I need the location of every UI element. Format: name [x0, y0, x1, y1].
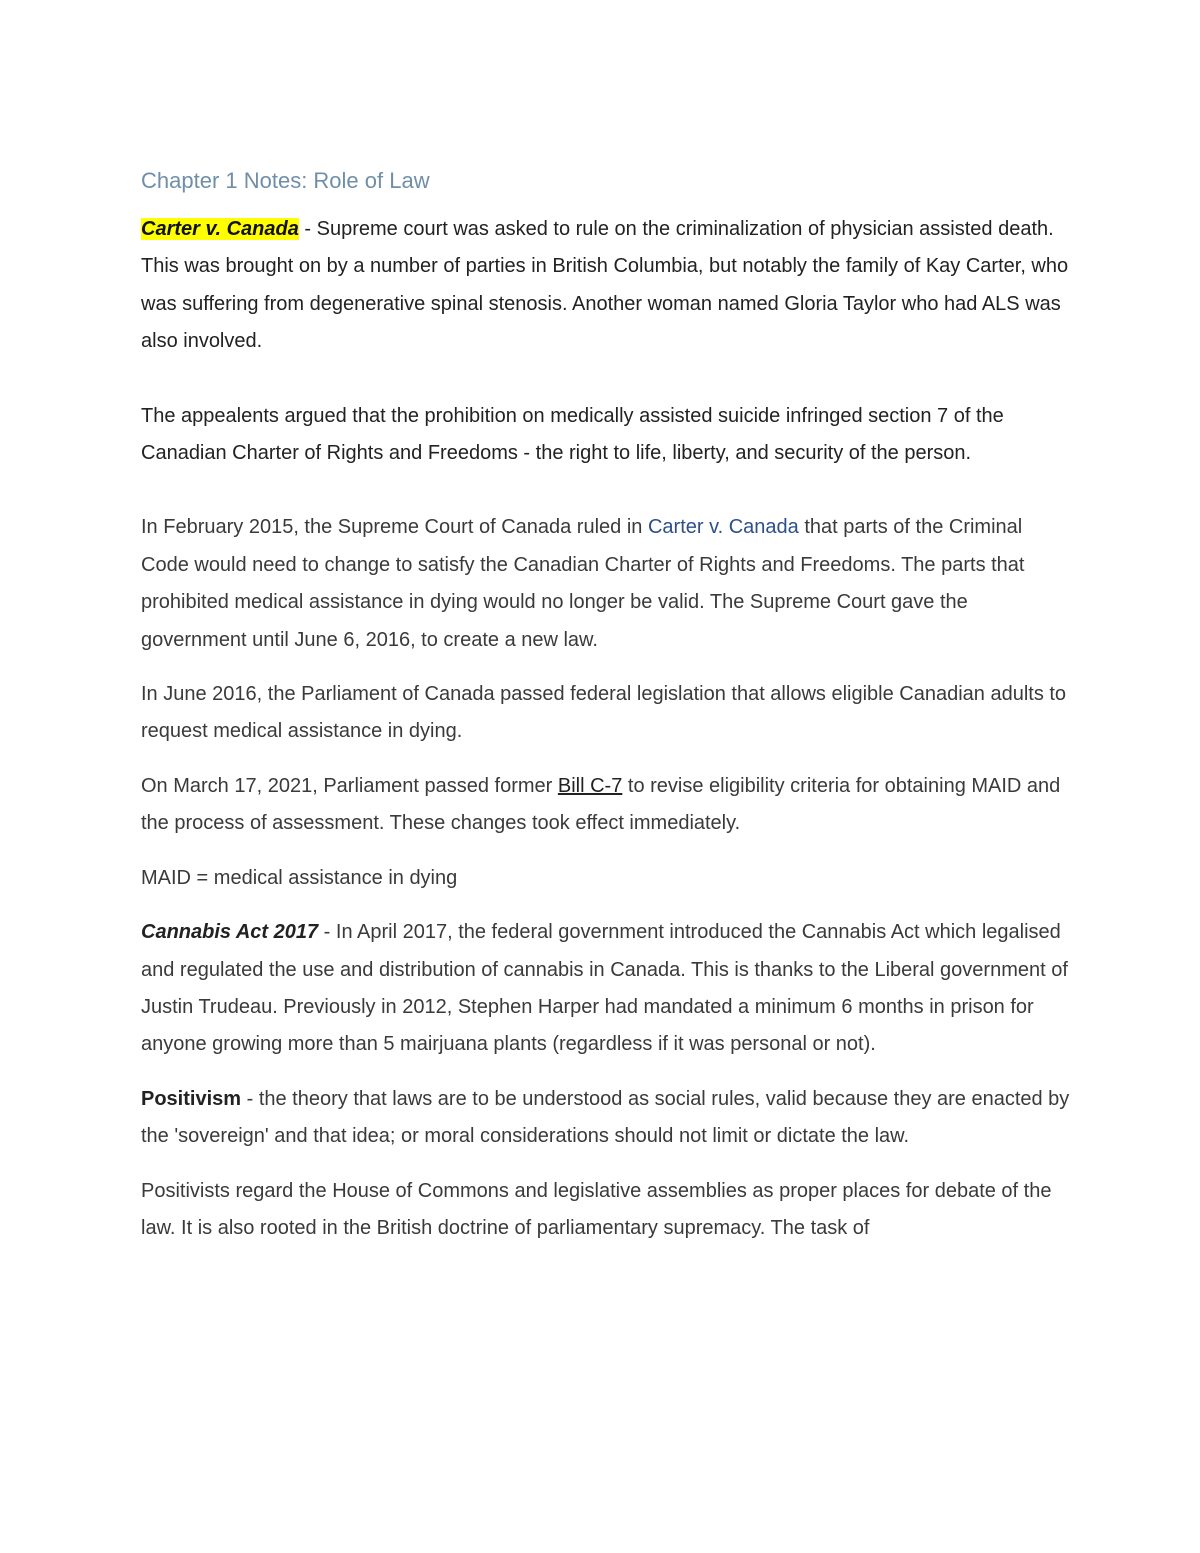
paragraph-february-2015-before: In February 2015, the Supreme Court of Canada ruled in [141, 516, 648, 539]
paragraph-june-2016: In June 2016, the Parliament of Canada passed federal legislation that allows eligible Canadian adults to request medical assistance in dying. [141, 683, 1067, 743]
paragraph-february-2015 [141, 509, 1071, 659]
page-title: Chapter 1 Notes: Role of Law [141, 168, 430, 193]
term-positivism: Positivism [141, 1087, 242, 1110]
paragraph-march-2021-after: to revise eligibility criteria for obtaining MAID and the process of assessment. These changes took effect immediately. [141, 774, 1061, 835]
paragraph-carter [141, 211, 1071, 361]
paragraph-positivism [141, 1081, 1071, 1156]
paragraph-cannabis-act [141, 914, 1071, 1064]
paragraph-march-2021 [141, 768, 1071, 843]
term-carter-v-canada: Carter v. Canada [141, 218, 299, 240]
paragraph-maid-definition: MAID = medical assistance in dying [141, 866, 458, 889]
bill-c7-link[interactable]: Bill C-7 [557, 774, 623, 797]
paragraph-positivists: Positivists regard the House of Commons and legislative assemblies as proper places for debate of the law. It is also rooted in the British doctrine of parliamentary supremacy. The task of [141, 1179, 1052, 1239]
paragraph-carter-text: - Supreme court was asked to rule on the criminalization of physician assisted death. This was brought on by a number of parties in British Columbia, but notably the family of Kay Carter, who was suffering from degenerative spinal stenosis. Another woman named Gloria Taylor who had ALS was also involved. [141, 218, 1069, 353]
carter-v-canada-link[interactable]: Carter v. Canada [647, 516, 799, 539]
term-cannabis-act: Cannabis Act 2017 [141, 921, 319, 944]
document-page [141, 165, 1071, 1247]
paragraph-appellants: The appealents argued that the prohibition on medically assisted suicide infringed section 7 of the Canadian Charter of Rights and Freedoms - the right to life, liberty, and security of the person. [141, 404, 1004, 465]
paragraph-march-2021-before: On March 17, 2021, Parliament passed former [141, 774, 558, 797]
paragraph-february-2015-after: that parts of the Criminal Code would need to change to satisfy the Canadian Charter of Rights and Freedoms. The parts that prohibited medical assistance in dying would no longer be valid. The Supreme Court gave the government until June 6, 2016, to create a new law. [141, 516, 1025, 651]
paragraph-positivism-text: - the theory that laws are to be understood as social rules, valid because they are enacted by the 'sovereign' and that idea; or moral considerations should not limit or dictate the law. [141, 1087, 1070, 1148]
paragraph-cannabis-act-text: - In April 2017, the federal government introduced the Cannabis Act which legalised and regulated the use and distribution of cannabis in Canada. This is thanks to the Liberal government of Justin Trudeau. Previously in 2012, Stephen Harper had mandated a minimum 6 months in prison for anyone growing more than 5 mairjuana plants (regardless if it was personal or not). [141, 921, 1068, 1056]
